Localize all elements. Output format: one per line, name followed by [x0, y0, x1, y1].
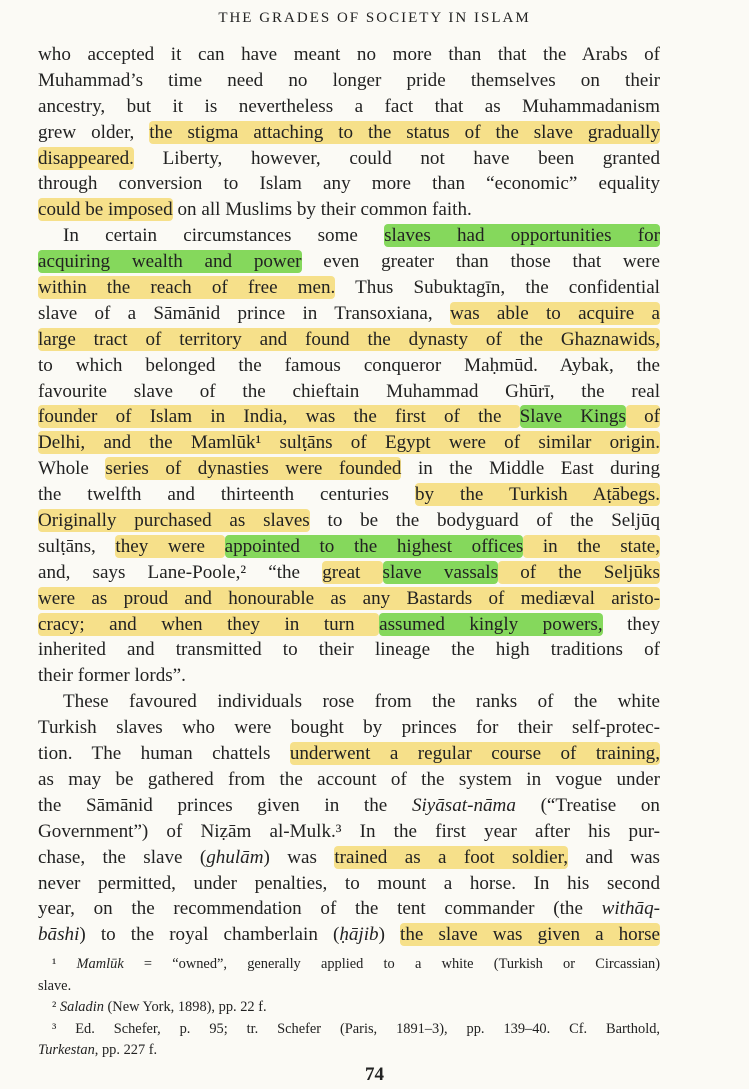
page-number: 74: [365, 1064, 384, 1085]
footnote-line: [38, 997, 660, 1019]
text-span: Turkestan: [38, 1042, 95, 1058]
yellow-highlight: cracy; and when they in turn: [38, 613, 380, 635]
text-span: as may be gathered from the account of the system in vogue under: [38, 768, 660, 790]
text-span: bāshi: [38, 924, 80, 946]
text-span: tion. The human chattels: [38, 743, 290, 765]
text-span: slave.: [38, 977, 72, 994]
text-span: Government”) of Niẓām al-Mulk.³ In the first year after his pur-: [38, 820, 660, 842]
yellow-highlight: great: [322, 561, 383, 583]
text-span: = “owned”, generally applied to a white (Turkish or Circassian): [123, 956, 660, 972]
yellow-highlight: of the Seljūks: [498, 561, 660, 583]
yellow-highlight: in the state,: [523, 535, 660, 557]
text-span: the Sāmānid princes given in the: [38, 794, 412, 816]
text-span: Siyāsat-nāma: [411, 794, 516, 816]
text-span: to be the bodyguard of the Seljūq: [309, 510, 660, 532]
body-line: [38, 922, 660, 948]
text-span: Muhammad’s time need no longer pride themselves on their: [38, 69, 660, 91]
text-span: ³ Ed. Schefer, p. 95; tr. Schefer (Paris, 1891–3), pp. 139–40. Cf. Barthold,: [52, 1020, 660, 1037]
text-span: never permitted, under penalties, to mount a horse. In his second: [38, 872, 660, 894]
text-span: (New York, 1898), pp. 22 f.: [103, 999, 267, 1015]
yellow-highlight: the slave was given a horse: [400, 924, 660, 946]
body-line: [38, 249, 660, 275]
text-span: Liberty, however, could not have been granted: [133, 147, 660, 169]
green-highlight: appointed to the highest offices: [224, 535, 524, 557]
text-span: ) was: [263, 846, 335, 868]
footnote-line: [38, 976, 660, 998]
text-span: Saladin: [59, 999, 104, 1015]
body-line: [38, 741, 660, 767]
yellow-highlight: the stigma attaching to the status of the slave gradually: [149, 121, 660, 143]
body-line: [38, 353, 660, 379]
yellow-highlight: disappeared.: [38, 147, 134, 169]
body-line: [38, 223, 660, 249]
text-span: ¹: [52, 956, 77, 972]
yellow-highlight: trained as a foot soldier,: [334, 846, 568, 868]
footnote-line: [38, 1019, 660, 1041]
text-span: ) to the royal chamberlain (: [79, 924, 340, 946]
body-line: [38, 767, 660, 793]
body-line: [38, 171, 660, 197]
text-span: , pp. 227 f.: [94, 1042, 158, 1058]
green-highlight: slave vassals: [382, 561, 499, 583]
body-line: [38, 275, 660, 301]
body-line: [38, 42, 660, 68]
yellow-highlight: they were: [115, 535, 225, 557]
body-line: [38, 845, 660, 871]
green-highlight: slaves had opportunities for: [384, 225, 660, 247]
body-line: [38, 534, 660, 560]
text-span: and, says Lane-Poole,² “the: [38, 561, 323, 583]
body-line: [38, 871, 660, 897]
body-line: [38, 560, 660, 586]
yellow-highlight: Delhi, and the Mamlūk¹ sulṭāns of Egypt were of similar origin.: [38, 432, 660, 454]
text-span: and was: [567, 846, 660, 868]
yellow-highlight: underwent a regular course of training,: [289, 743, 660, 765]
body-line: [38, 68, 660, 94]
text-span: slave of a Sāmānid prince in Transoxiana,: [38, 302, 450, 324]
green-highlight: assumed kingly powers,: [379, 613, 603, 635]
text-span: who accepted it can have meant no more than that the Arabs of: [38, 44, 660, 65]
yellow-highlight: founder of Islam in India, was the first of the: [38, 406, 520, 428]
footnote-line: [38, 954, 660, 976]
yellow-highlight: of: [625, 406, 661, 428]
body-line: [38, 327, 660, 353]
body-line: [38, 508, 660, 534]
text-span: withāq-: [601, 898, 660, 920]
yellow-highlight: within the reach of free men.: [38, 277, 336, 299]
text-span: In certain circumstances some: [63, 225, 385, 247]
body-text: [38, 42, 660, 948]
green-highlight: acquiring wealth and power: [38, 251, 302, 273]
yellow-highlight: large tract of territory and found the dynasty of the Ghaznawids,: [38, 328, 660, 350]
yellow-highlight: was able to acquire a: [449, 302, 660, 324]
body-line: [38, 663, 660, 689]
text-span: ghulām: [206, 846, 264, 868]
text-span: year, on the recommendation of the tent commander (the: [38, 898, 602, 920]
yellow-highlight: were as proud and honourable as any Bastards of mediæval aristo-: [38, 587, 660, 609]
text-span: ḥājib: [339, 924, 379, 946]
body-line: [38, 197, 660, 223]
body-line: [38, 379, 660, 405]
yellow-highlight: Originally purchased as slaves: [38, 510, 310, 532]
footnote-line: [38, 1040, 660, 1062]
text-span: grew older,: [38, 121, 150, 143]
body-line: [38, 689, 660, 715]
body-line: [38, 586, 660, 612]
body-line: [38, 819, 660, 845]
text-span: inherited and transmitted to their lineage the high traditions of: [38, 639, 660, 661]
green-highlight: Slave Kings: [519, 406, 626, 428]
text-span: to which belonged the famous conqueror Maḥmūd. Aybak, the: [38, 354, 660, 376]
yellow-highlight: by the Turkish Aṭābegs.: [414, 484, 660, 506]
text-span: their former lords”.: [38, 665, 186, 687]
text-span: even greater than those that were: [301, 251, 660, 273]
text-span: through conversion to Islam any more than “economic” equality: [38, 173, 660, 195]
body-line: [38, 404, 660, 430]
text-span: sulṭāns,: [38, 535, 116, 557]
yellow-highlight: series of dynasties were founded: [105, 458, 402, 480]
body-line: [38, 456, 660, 482]
body-line: [38, 612, 660, 638]
body-line: [38, 715, 660, 741]
text-span: they: [602, 613, 660, 635]
body-line: [38, 793, 660, 819]
text-span: ancestry, but it is nevertheless a fact that as Muhammadanism: [38, 95, 660, 117]
body-line: [38, 120, 660, 146]
text-span: in the Middle East during: [401, 458, 660, 480]
text-span: on all Muslims by their common faith.: [172, 199, 472, 221]
running-header: THE GRADES OF SOCIETY IN ISLAM: [218, 10, 531, 26]
text-span: the twelfth and thirteenth centuries: [38, 484, 415, 506]
text-span: Turkish slaves who were bought by princes for their self-protec-: [38, 717, 660, 739]
body-line: [38, 94, 660, 120]
text-span: favourite slave of the chieftain Muhammad Ghūrī, the real: [38, 380, 660, 402]
text-span: Mamlūk: [76, 956, 124, 972]
body-line: [38, 430, 660, 456]
text-span: Whole: [38, 458, 106, 480]
footnotes: [38, 954, 660, 1062]
text-span: chase, the slave (: [38, 846, 207, 868]
body-line: [38, 482, 660, 508]
text-span: ): [378, 924, 401, 946]
text-span: ²: [52, 999, 60, 1015]
body-line: [38, 301, 660, 327]
yellow-highlight: could be imposed: [38, 199, 173, 221]
body-line: [38, 146, 660, 172]
body-line: [38, 637, 660, 663]
text-span: (“Treatise on: [515, 794, 660, 816]
body-line: [38, 896, 660, 922]
text-span: These favoured individuals rose from the ranks of the white: [63, 691, 660, 713]
text-span: Thus Subuktagīn, the confidential: [335, 277, 660, 299]
